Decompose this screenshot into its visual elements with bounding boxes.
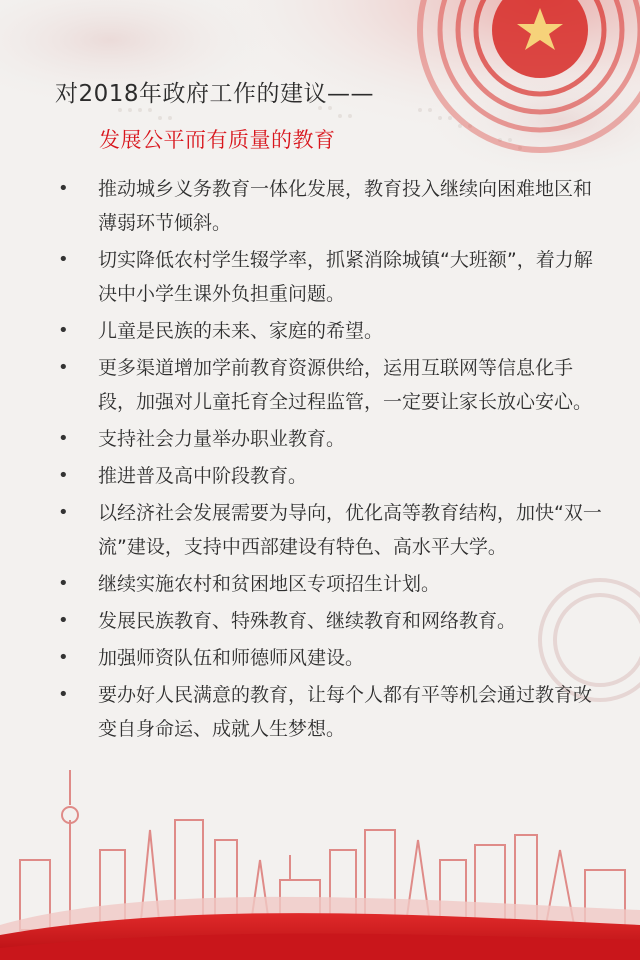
list-item-text: 发展民族教育、特殊教育、继续教育和网络教育。 <box>98 610 517 632</box>
list-item <box>0 422 640 456</box>
list-item-text: 更多渠道增加学前教育资源供给，运用互联网等信息化手段，加强对儿童托育全过程监管，一定要让家长放心安心。 <box>98 357 593 413</box>
bullet-icon: • <box>58 573 69 594</box>
list-item <box>0 641 640 675</box>
list-item <box>0 314 640 348</box>
list-item <box>0 496 640 564</box>
list-item <box>0 243 640 311</box>
list-item-text: 加强师资队伍和师德师风建设。 <box>98 647 365 669</box>
bullet-icon: • <box>58 357 69 378</box>
list-item <box>0 172 640 240</box>
list-item <box>0 604 640 638</box>
bullet-icon: • <box>58 610 69 631</box>
list-item-text: 切实降低农村学生辍学率，抓紧消除城镇“大班额”，着力解决中小学生课外负担重问题。 <box>98 249 593 305</box>
list-item-text: 儿童是民族的未来、家庭的希望。 <box>98 320 384 342</box>
list-item-text: 要办好人民满意的教育，让每个人都有平等机会通过教育改变自身命运、成就人生梦想。 <box>98 684 593 740</box>
list-item <box>0 459 640 493</box>
list-item <box>0 678 640 746</box>
bullet-icon: • <box>58 647 69 668</box>
list-item <box>0 351 640 419</box>
list-item <box>0 567 640 601</box>
bullet-icon: • <box>58 428 69 449</box>
list-item-text: 支持社会力量举办职业教育。 <box>98 428 346 450</box>
bullet-icon: • <box>58 502 69 523</box>
bullet-icon: • <box>58 249 69 270</box>
list-item-text: 以经济社会发展需要为导向，优化高等教育结构，加快“双一流”建设，支持中西部建设有特色、高水平大学。 <box>98 502 602 558</box>
suggestion-list <box>0 172 640 749</box>
list-item-text: 继续实施农村和贫困地区专项招生计划。 <box>98 573 441 595</box>
page-subtitle: 发展公平而有质量的教育 <box>99 128 336 152</box>
list-item-text: 推进普及高中阶段教育。 <box>98 465 308 487</box>
list-item-text: 推动城乡义务教育一体化发展，教育投入继续向困难地区和薄弱环节倾斜。 <box>98 178 593 234</box>
bullet-icon: • <box>58 320 69 341</box>
bullet-icon: • <box>58 684 69 705</box>
page-title: 对2018年政府工作的建议—— <box>55 81 375 107</box>
bullet-icon: • <box>58 178 69 199</box>
bullet-icon: • <box>58 465 69 486</box>
